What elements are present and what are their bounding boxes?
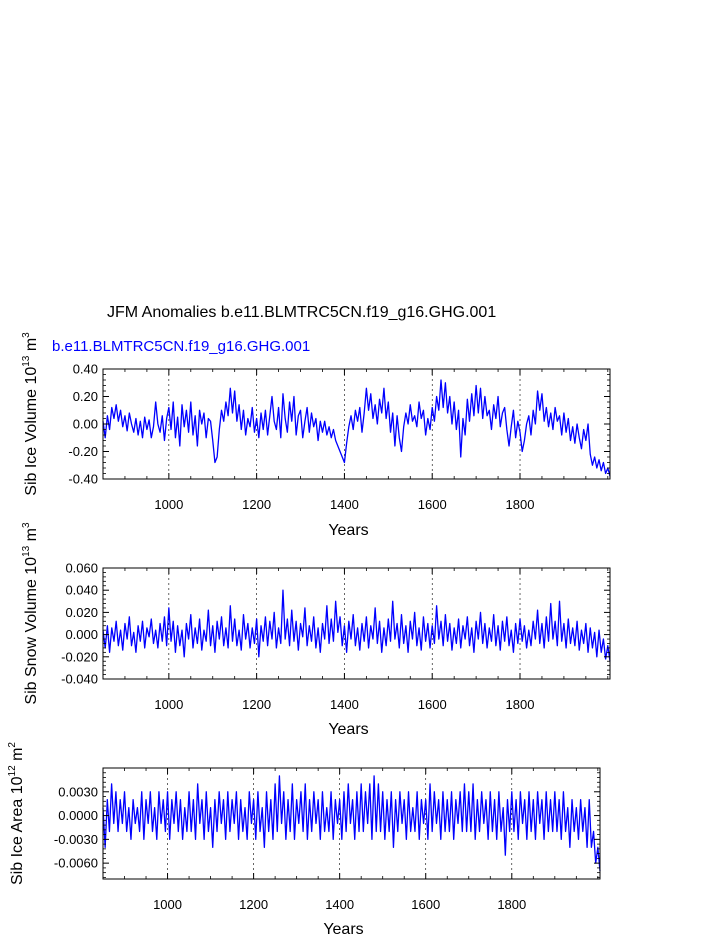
plot-frame — [103, 369, 610, 479]
x-tick-label: 1800 — [505, 497, 535, 512]
y-tick-label: -0.0030 — [53, 831, 98, 847]
x-tick-label: 1200 — [242, 497, 272, 512]
y-tick-label: 0.060 — [65, 560, 98, 576]
x-tick-label: 1200 — [239, 897, 269, 912]
x-tick-label: 1800 — [505, 697, 535, 712]
y-tick-label: 0.0030 — [58, 784, 98, 800]
y-tick-label: -0.40 — [68, 471, 98, 487]
x-tick-label: 1600 — [417, 697, 447, 712]
y-axis-label: Sib Ice Area $10^{12}$ $m^2$ — [7, 742, 26, 885]
x-tick-label: 1400 — [329, 697, 359, 712]
x-tick-label: 1000 — [154, 697, 184, 712]
case-label: b.e11.BLMTRC5CN.f19_g16.GHG.001 — [52, 338, 311, 355]
y-tick-label: 0.040 — [65, 582, 98, 598]
x-tick-label: 1200 — [242, 697, 272, 712]
x-tick-label: 1000 — [153, 897, 183, 912]
x-tick-label: 1000 — [154, 497, 184, 512]
y-tick-label: -0.20 — [68, 444, 98, 459]
series-line — [103, 380, 610, 476]
x-tick-label: 1600 — [417, 497, 447, 512]
x-axis-label: Years — [328, 522, 369, 539]
x-tick-label: 1600 — [411, 897, 441, 912]
x-tick-label: 1800 — [497, 897, 527, 912]
y-tick-label: 0.00 — [72, 416, 98, 432]
y-tick-label: 0.40 — [72, 361, 98, 377]
series-line — [103, 590, 610, 661]
y-tick-label: -0.0060 — [53, 855, 98, 871]
x-tick-label: 1400 — [329, 497, 359, 512]
y-tick-label: 0.020 — [65, 604, 98, 620]
y-axis-label: Sib Snow Volume $10^{13}$ $m^3$ — [21, 522, 40, 705]
series-line — [103, 776, 600, 871]
y-tick-label: -0.020 — [61, 649, 98, 665]
y-tick-label: 0.000 — [65, 627, 98, 643]
y-axis-label: Sib Ice Volume $10^{13}$ $m^3$ — [21, 332, 40, 496]
x-axis-label: Years — [328, 721, 369, 738]
y-tick-label: 0.0000 — [58, 808, 98, 824]
y-tick-label: 0.20 — [72, 389, 98, 404]
y-tick-label: -0.040 — [61, 671, 98, 687]
x-axis-label: Years — [323, 921, 364, 935]
x-tick-label: 1400 — [325, 897, 355, 912]
chart-title: JFM Anomalies b.e11.BLMTRC5CN.f19_g16.GHG.001 — [107, 304, 497, 321]
